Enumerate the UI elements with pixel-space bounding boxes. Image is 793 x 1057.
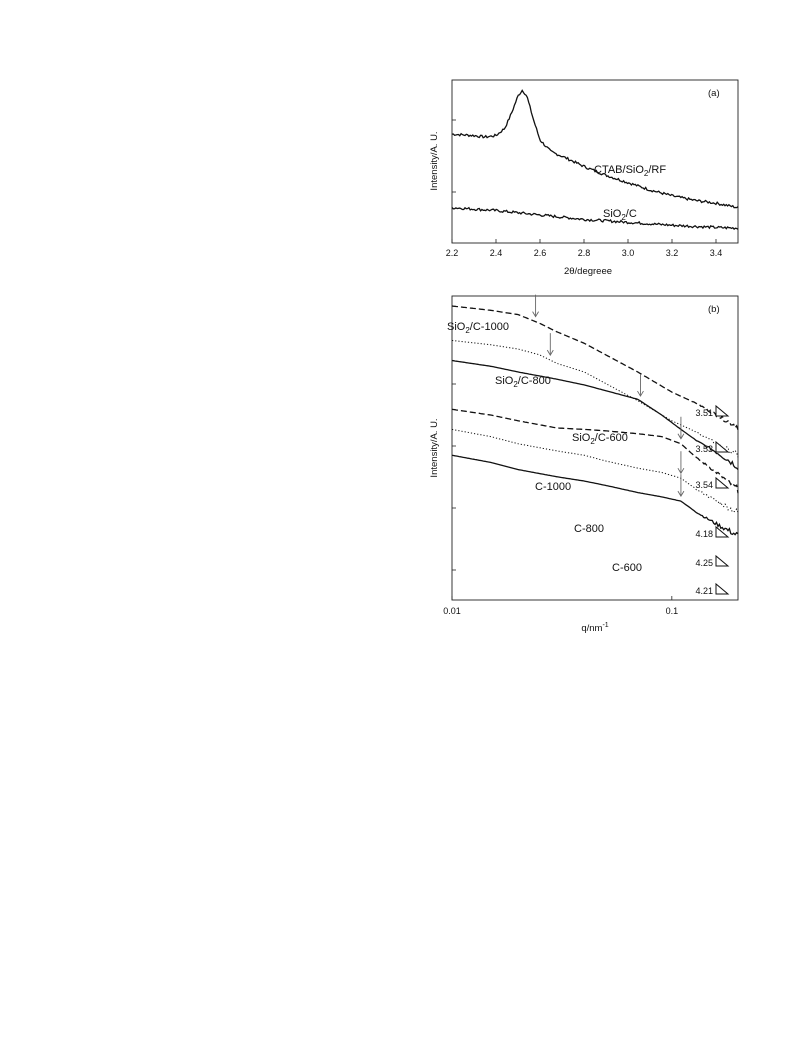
panel-b-label: (b) [708,304,720,315]
slope-value-c-800: 4.25 [695,558,713,568]
x-tick-label: 2.2 [445,248,459,258]
curve-label-c-800: C-800 [574,523,604,535]
curve-label-sio2-c-1000: SiO$_2$/C-1000 [447,321,509,335]
x-tick-label: 3.4 [709,248,723,258]
panel-b-ylabel: Intensity/A. U. [429,418,440,478]
panel-b-y-ticks [452,384,456,570]
series-line-sio2-c [452,207,738,229]
slope-value-sio2-c-800: 3.53 [695,444,713,454]
series-line-ctab-sio2-rf [452,90,738,207]
panel-b-x-ticks [443,596,678,616]
x-tick-label: 3.0 [621,248,635,258]
slope-triangle-c-600 [716,584,728,594]
panel-b-arrows [533,295,684,497]
curve-label-c-600: C-600 [612,562,642,574]
panel-a-curves [452,90,738,229]
curve-label-ctab-sio2-rf: CTAB/SiO$_2$/RF [594,164,667,178]
slope-value-c-600: 4.21 [695,586,713,596]
panel-a [429,80,738,277]
x-tick-label: 2.8 [577,248,591,258]
panel-a-label: (a) [708,88,720,99]
curve-label-sio2-c: SiO$_2$/C [603,208,637,222]
slope-value-sio2-c-1000: 3.51 [695,408,713,418]
panel-a-ylabel: Intensity/A. U. [429,131,440,191]
x-tick-label: 0.1 [665,606,679,616]
slope-triangle-sio2-c-1000 [716,406,728,416]
x-tick-label: 2.4 [489,248,503,258]
panel-a-xlabel: 2θ/degreee [563,266,613,277]
curve-label-sio2-c-800: SiO$_2$/C-800 [495,375,551,389]
panel-b-curves [452,306,738,535]
slope-value-c-1000: 4.18 [695,529,713,539]
panel-b-xlabel: $q/nm^{-1}$ [581,622,609,634]
x-tick-label: 2.6 [533,248,547,258]
panel-a-y-ticks [452,120,456,192]
panel-a-frame [452,80,738,243]
x-tick-label: 0.01 [443,606,461,616]
curve-label-sio2-c-600: SiO$_2$/C-600 [572,432,628,446]
slope-triangle-c-800 [716,556,728,566]
panel-b [429,295,738,634]
panel-a-x-ticks [446,239,723,258]
slope-value-sio2-c-600: 3.54 [695,480,713,490]
slope-triangle-sio2-c-600 [716,478,728,488]
curve-label-c-1000: C-1000 [535,481,572,493]
x-tick-label: 3.2 [665,248,679,258]
